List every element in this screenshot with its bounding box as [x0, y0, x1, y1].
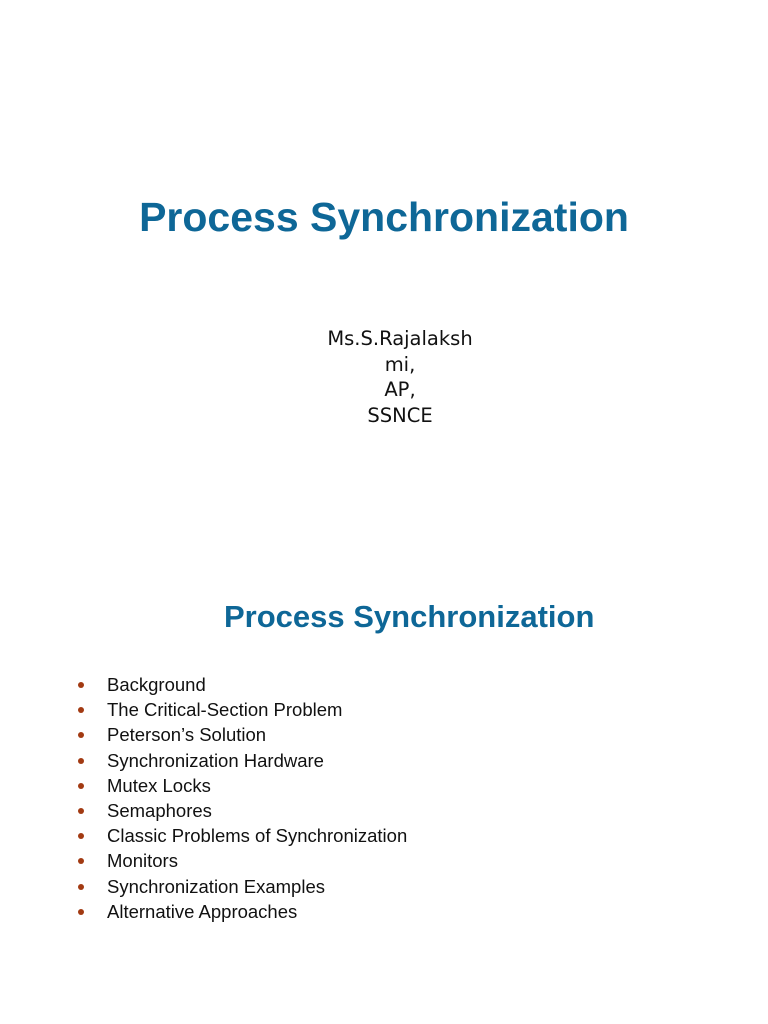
list-item-label: Synchronization Examples — [107, 875, 325, 897]
author-block — [300, 326, 500, 428]
author-line: AP, — [384, 378, 416, 401]
author-line: mi, — [384, 352, 416, 376]
list-item-label: Peterson’s Solution — [107, 724, 267, 746]
list-item — [74, 899, 407, 924]
disc-bullet-icon — [78, 808, 84, 814]
disc-bullet-icon — [78, 884, 84, 890]
disc-bullet-icon — [78, 758, 84, 764]
list-item-label: Alternative Approaches — [107, 900, 298, 922]
disc-bullet-icon — [78, 732, 84, 738]
disc-bullet-icon — [78, 833, 84, 839]
list-item — [74, 672, 407, 697]
list-item — [74, 823, 407, 848]
list-item-label: Semaphores — [107, 799, 212, 821]
disc-bullet-icon — [78, 682, 84, 688]
section-title: Process Synchronization — [224, 599, 595, 634]
disc-bullet-icon — [78, 909, 84, 915]
list-item — [74, 798, 407, 823]
slide-title: Process Synchronization — [139, 194, 629, 240]
list-item — [74, 848, 407, 873]
list-item — [74, 748, 407, 773]
disc-bullet-icon — [78, 783, 84, 789]
list-item-label: Classic Problems of Synchronization — [107, 825, 408, 847]
list-item-label: Monitors — [107, 850, 178, 872]
list-item-label: Background — [107, 674, 206, 695]
disc-bullet-icon — [78, 858, 84, 864]
list-item — [74, 722, 407, 747]
list-item — [74, 697, 407, 722]
list-item — [74, 773, 407, 798]
list-item — [74, 874, 407, 899]
list-item-label: Synchronization Hardware — [107, 749, 324, 771]
list-item-label: Mutex Locks — [107, 774, 211, 796]
author-line: SSNCE — [367, 403, 433, 427]
list-item-label: The Critical-Section Problem — [107, 699, 343, 721]
author-line: Ms.S.Rajalaksh — [327, 327, 473, 350]
disc-bullet-icon — [78, 707, 84, 713]
topic-list — [74, 672, 407, 924]
